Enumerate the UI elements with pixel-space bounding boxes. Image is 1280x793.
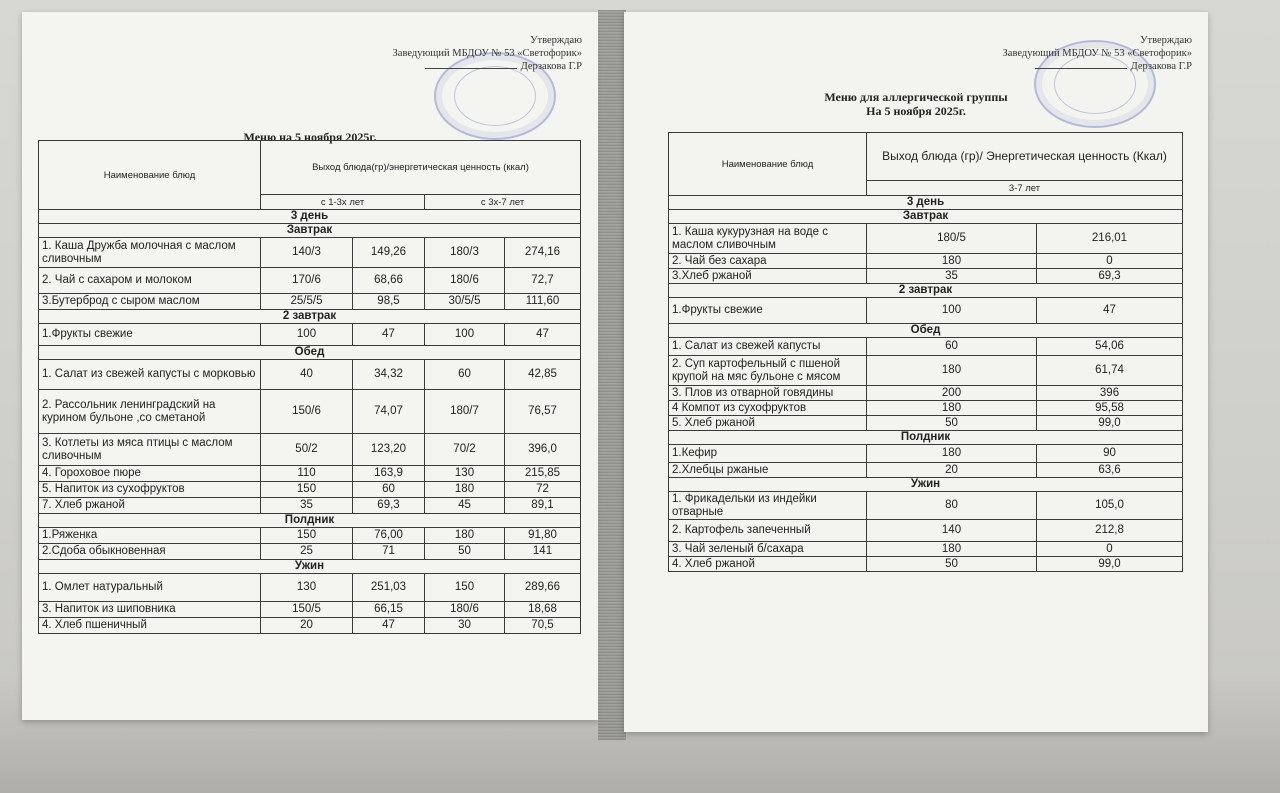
dish-value: 47 bbox=[505, 324, 581, 346]
approval-line: Дерзакова Г.Р bbox=[520, 61, 582, 72]
header-dish: Наименование блюд bbox=[39, 141, 261, 210]
dish-value: 274,16 bbox=[505, 238, 581, 268]
approval-block bbox=[1003, 34, 1192, 73]
dish-value: 251,03 bbox=[353, 574, 425, 602]
dish-name: 3.Хлеб ржаной bbox=[669, 269, 867, 284]
dish-value: 30 bbox=[425, 618, 505, 634]
day-row bbox=[669, 196, 1183, 210]
dish-name: 3. Чай зеленый б/сахара bbox=[669, 542, 867, 557]
section-row bbox=[669, 284, 1183, 298]
dish-value: 100 bbox=[867, 298, 1037, 324]
page-title: Меню на 5 ноября 2025г. bbox=[243, 130, 377, 144]
table-row bbox=[39, 528, 581, 544]
dish-value: 90 bbox=[1037, 445, 1183, 463]
day-label: 3 день bbox=[39, 210, 581, 224]
table-row bbox=[669, 386, 1183, 401]
dish-name: 2. Суп картофельный с пшеной крупой на мяс бульоне с мясом bbox=[669, 356, 867, 386]
table-row bbox=[669, 401, 1183, 416]
dish-name: 5. Напиток из сухофруктов bbox=[39, 482, 261, 498]
header-age-3-7: с 3х-7 лет bbox=[425, 195, 581, 210]
dish-value: 180/6 bbox=[425, 602, 505, 618]
day-row bbox=[39, 210, 581, 224]
header-row bbox=[39, 141, 581, 195]
dish-value: 100 bbox=[425, 324, 505, 346]
dish-value: 60 bbox=[425, 360, 505, 390]
table-row bbox=[39, 498, 581, 514]
table-row bbox=[669, 542, 1183, 557]
dish-value: 61,74 bbox=[1037, 356, 1183, 386]
dish-value: 289,66 bbox=[505, 574, 581, 602]
section-row bbox=[669, 324, 1183, 338]
dish-value: 47 bbox=[353, 324, 425, 346]
dish-value: 68,66 bbox=[353, 268, 425, 294]
table-row bbox=[39, 324, 581, 346]
dish-name: 4 Компот из сухофруктов bbox=[669, 401, 867, 416]
menu-table-allergy bbox=[668, 132, 1183, 572]
dish-value: 47 bbox=[1037, 298, 1183, 324]
section-title: Завтрак bbox=[39, 224, 581, 238]
table-row bbox=[669, 416, 1183, 431]
dish-value: 396,0 bbox=[505, 434, 581, 466]
section-row bbox=[39, 310, 581, 324]
dish-value: 0 bbox=[1037, 542, 1183, 557]
dish-value: 99,0 bbox=[1037, 416, 1183, 431]
table-row bbox=[669, 269, 1183, 284]
dish-value: 72 bbox=[505, 482, 581, 498]
dish-name: 1.Кефир bbox=[669, 445, 867, 463]
section-title: Обед bbox=[669, 324, 1183, 338]
dish-value: 170/6 bbox=[261, 268, 353, 294]
dish-value: 30/5/5 bbox=[425, 294, 505, 310]
dish-value: 54,06 bbox=[1037, 338, 1183, 356]
dish-value: 47 bbox=[353, 618, 425, 634]
dish-value: 69,3 bbox=[1037, 269, 1183, 284]
dish-value: 123,20 bbox=[353, 434, 425, 466]
table-row bbox=[39, 618, 581, 634]
menu-sheet-general bbox=[22, 12, 598, 720]
approval-line: Заведующий МБДОУ № 53 «Светофорик» bbox=[392, 48, 582, 59]
dish-name: 1. Фрикадельки из индейки отварные bbox=[669, 492, 867, 520]
section-title: Ужин bbox=[39, 560, 581, 574]
header-row bbox=[669, 133, 1183, 181]
approval-line: Утверждаю bbox=[530, 35, 582, 46]
dish-name: 1. Каша кукурузная на воде с маслом сливочным bbox=[669, 224, 867, 254]
dish-name: 1.Фрукты свежие bbox=[39, 324, 261, 346]
dish-value: 180 bbox=[867, 401, 1037, 416]
table-row bbox=[39, 238, 581, 268]
section-row bbox=[669, 478, 1183, 492]
table-row bbox=[39, 466, 581, 482]
dish-value: 34,32 bbox=[353, 360, 425, 390]
header-dish: Наименование блюд bbox=[669, 133, 867, 196]
approval-line: Дерзакова Г.Р bbox=[1130, 61, 1192, 72]
dish-value: 396 bbox=[1037, 386, 1183, 401]
table-row bbox=[669, 557, 1183, 572]
header-output: Выход блюда (гр)/ Энергетическая ценность (Ккал) bbox=[867, 133, 1183, 181]
dish-value: 91,80 bbox=[505, 528, 581, 544]
dish-value: 150/6 bbox=[261, 390, 353, 434]
dish-value: 0 bbox=[1037, 254, 1183, 269]
dish-name: 2. Рассольник ленинградский на курином бульоне ,со сметаной bbox=[39, 390, 261, 434]
table-row bbox=[669, 298, 1183, 324]
dish-name: 1.Ряженка bbox=[39, 528, 261, 544]
dish-name: 1. Салат из свежей капусты с морковью bbox=[39, 360, 261, 390]
section-title: Полдник bbox=[39, 514, 581, 528]
dish-value: 71 bbox=[353, 544, 425, 560]
dish-value: 180/3 bbox=[425, 238, 505, 268]
section-title: 2 завтрак bbox=[669, 284, 1183, 298]
dish-value: 69,3 bbox=[353, 498, 425, 514]
dish-value: 212,8 bbox=[1037, 520, 1183, 542]
dish-value: 140/3 bbox=[261, 238, 353, 268]
dish-value: 72,7 bbox=[505, 268, 581, 294]
table-row bbox=[669, 356, 1183, 386]
dish-value: 216,01 bbox=[1037, 224, 1183, 254]
table-row bbox=[669, 254, 1183, 269]
page-title: Меню для аллергической группы bbox=[824, 90, 1008, 104]
dish-value: 105,0 bbox=[1037, 492, 1183, 520]
table-row bbox=[39, 268, 581, 294]
dish-name: 2. Чай с сахаром и молоком bbox=[39, 268, 261, 294]
dish-value: 70/2 bbox=[425, 434, 505, 466]
dish-value: 50 bbox=[425, 544, 505, 560]
table-row bbox=[39, 360, 581, 390]
dish-value: 98,5 bbox=[353, 294, 425, 310]
section-row bbox=[39, 224, 581, 238]
section-title: Ужин bbox=[669, 478, 1183, 492]
dish-name: 2. Картофель запеченный bbox=[669, 520, 867, 542]
dish-value: 95,58 bbox=[1037, 401, 1183, 416]
dish-value: 130 bbox=[261, 574, 353, 602]
dish-value: 76,57 bbox=[505, 390, 581, 434]
section-row bbox=[669, 210, 1183, 224]
dish-value: 180 bbox=[867, 445, 1037, 463]
dish-name: 4. Хлеб ржаной bbox=[669, 557, 867, 572]
dish-value: 180/7 bbox=[425, 390, 505, 434]
table-row bbox=[669, 492, 1183, 520]
dish-value: 140 bbox=[867, 520, 1037, 542]
dish-value: 42,85 bbox=[505, 360, 581, 390]
dish-name: 2.Сдоба обыкновенная bbox=[39, 544, 261, 560]
dish-name: 1. Каша Дружба молочная с маслом сливочным bbox=[39, 238, 261, 268]
dish-name: 4. Гороховое пюре bbox=[39, 466, 261, 482]
dish-name: 3.Бутерброд с сыром маслом bbox=[39, 294, 261, 310]
dish-value: 50/2 bbox=[261, 434, 353, 466]
dish-value: 76,00 bbox=[353, 528, 425, 544]
dish-name: 4. Хлеб пшеничный bbox=[39, 618, 261, 634]
table-row bbox=[39, 544, 581, 560]
table-row bbox=[39, 602, 581, 618]
table-row bbox=[669, 338, 1183, 356]
section-title: Полдник bbox=[669, 431, 1183, 445]
dish-value: 100 bbox=[261, 324, 353, 346]
dish-name: 1. Омлет натуральный bbox=[39, 574, 261, 602]
dish-value: 70,5 bbox=[505, 618, 581, 634]
dish-value: 180 bbox=[867, 356, 1037, 386]
dish-value: 50 bbox=[867, 416, 1037, 431]
table-row bbox=[669, 445, 1183, 463]
section-title: Обед bbox=[39, 346, 581, 360]
table-row bbox=[39, 294, 581, 310]
dish-value: 150 bbox=[425, 574, 505, 602]
dish-value: 25/5/5 bbox=[261, 294, 353, 310]
day-label: 3 день bbox=[669, 196, 1183, 210]
dish-name: 3. Котлеты из мяса птицы с маслом сливочным bbox=[39, 434, 261, 466]
dish-value: 40 bbox=[261, 360, 353, 390]
dish-value: 25 bbox=[261, 544, 353, 560]
dish-value: 180 bbox=[867, 254, 1037, 269]
menu-table-general bbox=[38, 140, 581, 634]
dish-value: 80 bbox=[867, 492, 1037, 520]
dish-value: 74,07 bbox=[353, 390, 425, 434]
dish-value: 18,68 bbox=[505, 602, 581, 618]
dish-name: 7. Хлеб ржаной bbox=[39, 498, 261, 514]
approval-block bbox=[393, 34, 582, 73]
table-row bbox=[669, 520, 1183, 542]
section-row bbox=[39, 346, 581, 360]
dish-value: 110 bbox=[261, 466, 353, 482]
dish-name: 2. Чай без сахара bbox=[669, 254, 867, 269]
dish-name: 5. Хлеб ржаной bbox=[669, 416, 867, 431]
dish-name: 1.Фрукты свежие bbox=[669, 298, 867, 324]
dish-value: 50 bbox=[867, 557, 1037, 572]
dish-value: 66,15 bbox=[353, 602, 425, 618]
section-row bbox=[669, 431, 1183, 445]
dish-value: 180/6 bbox=[425, 268, 505, 294]
section-row bbox=[39, 560, 581, 574]
dish-value: 45 bbox=[425, 498, 505, 514]
menu-sheet-allergy bbox=[624, 12, 1208, 732]
table-row bbox=[669, 224, 1183, 254]
table-row bbox=[39, 434, 581, 466]
dish-value: 89,1 bbox=[505, 498, 581, 514]
approval-line: Утверждаю bbox=[1140, 35, 1192, 46]
page-subtitle: На 5 ноября 2025г. bbox=[866, 104, 966, 118]
dish-value: 111,60 bbox=[505, 294, 581, 310]
dish-name: 3. Плов из отварной говядины bbox=[669, 386, 867, 401]
dish-name: 1. Салат из свежей капусты bbox=[669, 338, 867, 356]
dish-name: 3. Напиток из шиповника bbox=[39, 602, 261, 618]
dish-value: 215,85 bbox=[505, 466, 581, 482]
dish-value: 150 bbox=[261, 528, 353, 544]
dish-value: 149,26 bbox=[353, 238, 425, 268]
section-title: 2 завтрак bbox=[39, 310, 581, 324]
dish-value: 180 bbox=[425, 528, 505, 544]
dish-value: 20 bbox=[261, 618, 353, 634]
signature-line bbox=[425, 68, 517, 69]
table-row bbox=[39, 482, 581, 498]
table-row bbox=[39, 574, 581, 602]
dish-value: 20 bbox=[867, 463, 1037, 478]
dish-value: 180 bbox=[425, 482, 505, 498]
dish-value: 141 bbox=[505, 544, 581, 560]
header-output: Выход блюда(гр)/энергетическая ценность (ккал) bbox=[261, 141, 581, 195]
dish-value: 150 bbox=[261, 482, 353, 498]
dish-value: 200 bbox=[867, 386, 1037, 401]
dish-value: 35 bbox=[867, 269, 1037, 284]
dish-name: 2.Хлебцы ржаные bbox=[669, 463, 867, 478]
table-row bbox=[39, 390, 581, 434]
dish-value: 130 bbox=[425, 466, 505, 482]
dish-value: 180 bbox=[867, 542, 1037, 557]
dish-value: 180/5 bbox=[867, 224, 1037, 254]
table-row bbox=[669, 463, 1183, 478]
section-title: Завтрак bbox=[669, 210, 1183, 224]
dish-value: 63,6 bbox=[1037, 463, 1183, 478]
dish-value: 35 bbox=[261, 498, 353, 514]
dish-value: 163,9 bbox=[353, 466, 425, 482]
dish-value: 150/5 bbox=[261, 602, 353, 618]
approval-line: Заведующий МБДОУ № 53 «Светофорик» bbox=[1002, 48, 1192, 59]
dish-value: 60 bbox=[353, 482, 425, 498]
header-age-3-7: 3-7 лет bbox=[867, 181, 1183, 196]
dish-value: 99,0 bbox=[1037, 557, 1183, 572]
signature-line bbox=[1035, 68, 1127, 69]
section-row bbox=[39, 514, 581, 528]
header-age-1-3: с 1-3х лет bbox=[261, 195, 425, 210]
binder-spine bbox=[598, 10, 626, 740]
dish-value: 60 bbox=[867, 338, 1037, 356]
